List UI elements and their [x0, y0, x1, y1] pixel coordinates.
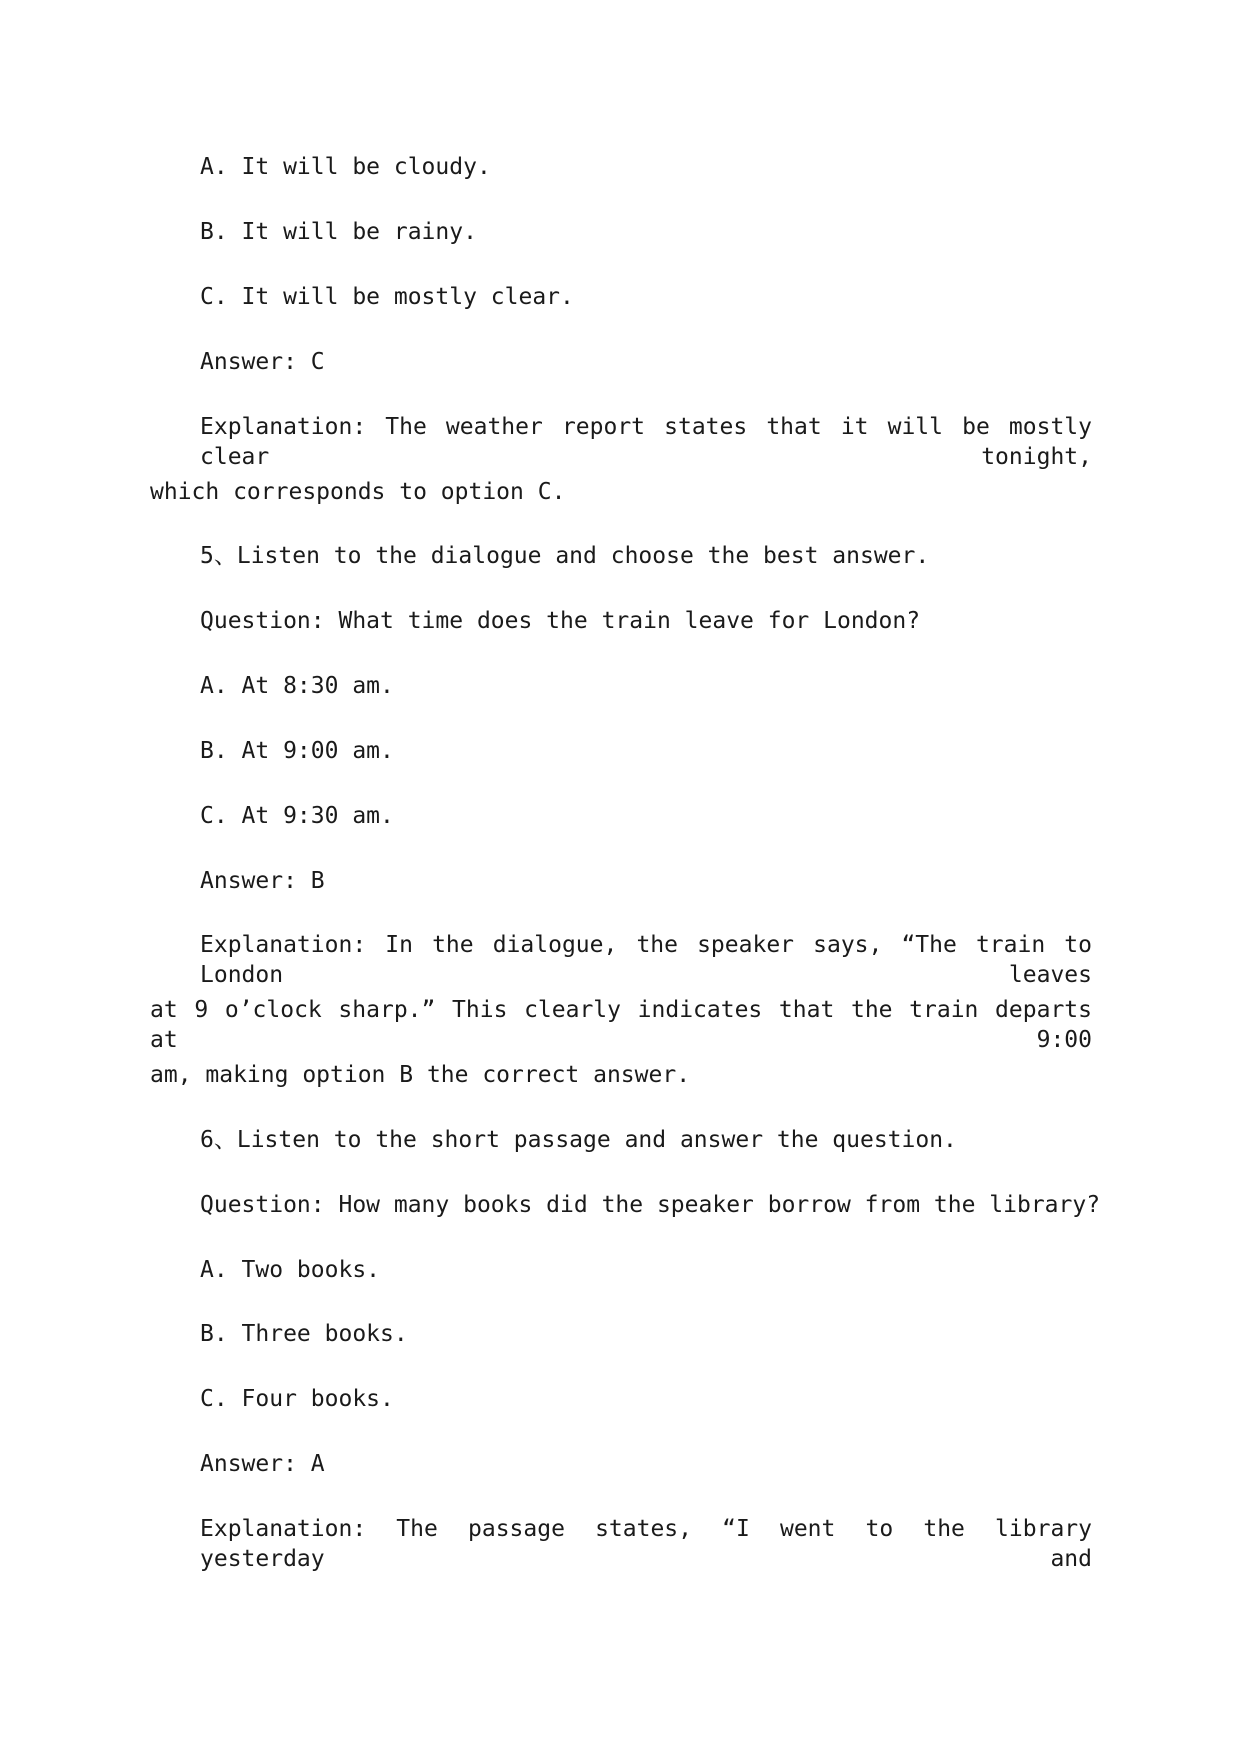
- q5-heading: 5、Listen to the dialogue and choose the best answer.: [200, 543, 930, 569]
- q4-option-a: A. It will be cloudy.: [200, 154, 491, 180]
- q4-explanation-line-1: Explanation: The weather report states that it will be mostly clear tonight,: [200, 414, 1092, 470]
- q5-explanation-line-2: at 9 o’clock sharp.” This clearly indicates that the train departs at 9:00: [150, 997, 1092, 1053]
- q6-option-a: A. Two books.: [200, 1257, 381, 1283]
- q6-heading: 6、Listen to the short passage and answer the question.: [200, 1127, 957, 1153]
- q5-option-b: B. At 9:00 am.: [200, 738, 394, 764]
- q4-explanation-line-2: which corresponds to option C.: [150, 479, 566, 505]
- q5-explanation-line-1: Explanation: In the dialogue, the speaker says, “The train to London leaves: [200, 932, 1092, 988]
- q4-option-b: B. It will be rainy.: [200, 219, 477, 245]
- q4-answer: Answer: C: [200, 349, 325, 375]
- q6-option-b: B. Three books.: [200, 1321, 408, 1347]
- q5-option-a: A. At 8:30 am.: [200, 673, 394, 699]
- q6-answer: Answer: A: [200, 1451, 325, 1477]
- q5-explanation-line-3: am, making option B the correct answer.: [150, 1062, 691, 1088]
- q5-answer: Answer: B: [200, 868, 325, 894]
- q5-question: Question: What time does the train leave for London?: [200, 608, 921, 634]
- q4-option-c: C. It will be mostly clear.: [200, 284, 574, 310]
- q6-option-c: C. Four books.: [200, 1386, 394, 1412]
- q6-explanation-line-1: Explanation: The passage states, “I went to the library yesterday and: [200, 1516, 1092, 1572]
- q5-option-c: C. At 9:30 am.: [200, 803, 394, 829]
- q6-question: Question: How many books did the speaker borrow from the library?: [200, 1192, 1101, 1218]
